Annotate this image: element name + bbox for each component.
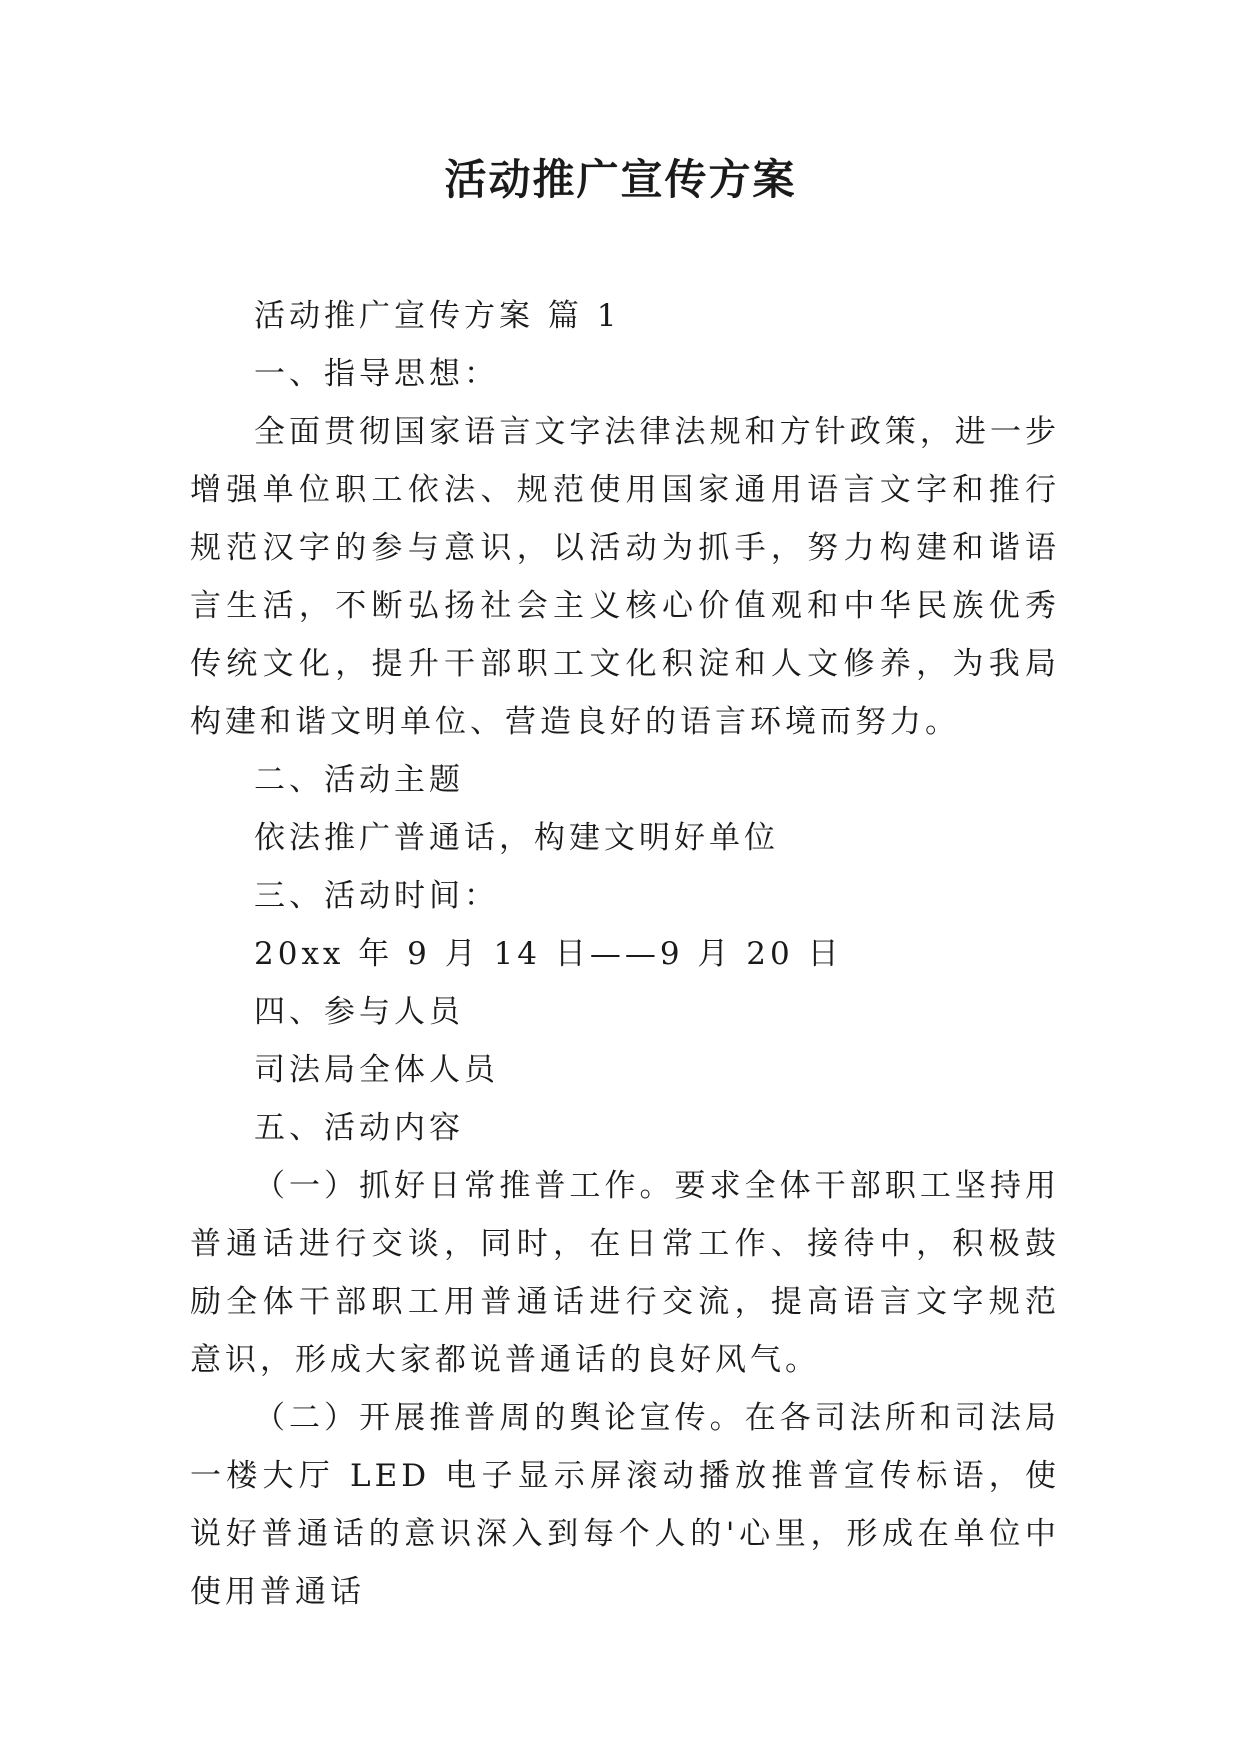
document-title: 活动推广宣传方案 — [444, 155, 797, 204]
section-heading: 四、参与人员 — [254, 994, 464, 1030]
section-heading: 五、活动内容 — [254, 1110, 464, 1146]
section-heading: 二、活动主题 — [254, 762, 464, 798]
body-paragraph: 司法局全体人员 — [254, 1052, 499, 1088]
section-heading: 一、指导思想： — [254, 356, 499, 392]
body-paragraph: 全面贯彻国家语言文字法律法规和方针政策，进一步增强单位职工依法、规范使用国家通用语言文字和推行规范汉字的参与意识，以活动为抓手，努力构建和谐语言生活，不断弘扬社会主义核心价值观和中华民族优秀传统文化，提升干部职工文化积淀和人文修养，为我局构建和谐文明单位、营造良好的语言环境而努力。 — [190, 414, 1060, 740]
body-paragraph: 依法推广普通话，构建文明好单位 — [254, 820, 779, 856]
body-paragraph: （一）抓好日常推普工作。要求全体干部职工坚持用普通话进行交谈，同时，在日常工作、接待中，积极鼓励全体干部职工用普通话进行交流，提高语言文字规范意识，形成大家都说普通话的良好风气。 — [190, 1168, 1060, 1378]
section-heading: 三、活动时间： — [254, 878, 499, 914]
body-paragraph: （二）开展推普周的舆论宣传。在各司法所和司法局一楼大厅 LED 电子显示屏滚动播放推普宣传标语，使说好普通话的意识深入到每个人的'心里，形成在单位中使用普通话 — [190, 1400, 1060, 1610]
document-body — [190, 287, 1060, 1621]
body-paragraph: 20xx 年 9 月 14 日——9 月 20 日 — [254, 936, 843, 972]
section-heading: 活动推广宣传方案 篇 1 — [254, 298, 621, 334]
